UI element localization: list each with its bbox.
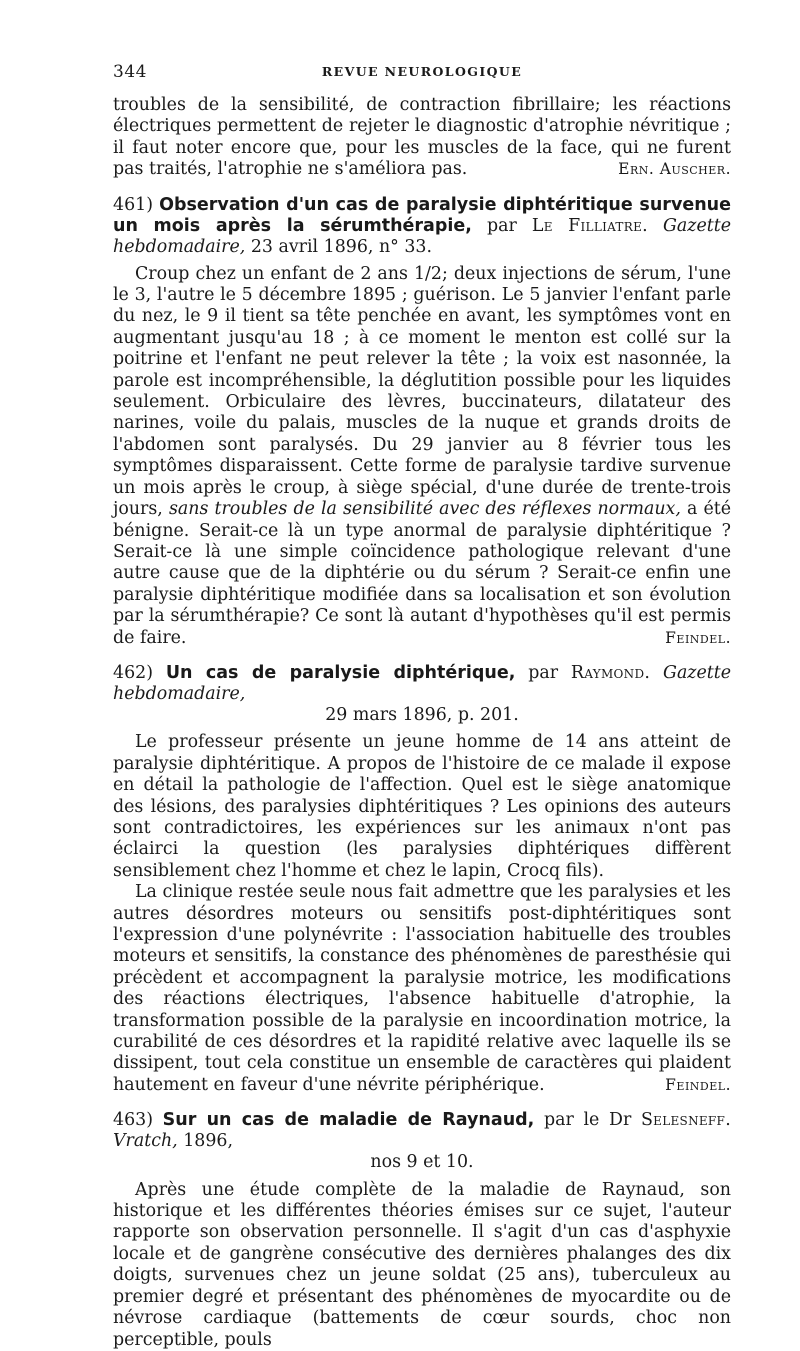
entry-citation: 23 avril 1896, n° 33. bbox=[250, 236, 433, 257]
entry-title: Sur un cas de maladie de Raynaud, bbox=[162, 1110, 535, 1131]
entry-461 bbox=[113, 195, 731, 649]
entry-heading bbox=[113, 663, 731, 705]
entry-title: Un cas de paralysie diphtérique, bbox=[165, 662, 516, 683]
entry-journal: Gazette hebdomadaire, bbox=[113, 215, 732, 257]
entry-by: par bbox=[528, 662, 559, 683]
running-title: REVUE NEUROLOGIQUE bbox=[321, 64, 523, 79]
entry-author: Selesneff. bbox=[640, 1110, 732, 1131]
entry-paragraph-text: La clinique restée seule nous fait admettre que les paralysies et les autres désordres moteurs ou sensitifs post-diphtéritiques sont l'expression d'une polynévrite : l'association habituelle des troubles moteurs et sensitifs, la constance des phénomènes de paresthésie qui précèdent et accompagnent la paralysie motrice, les modifications des réactions électriques, l'absence habituelle d'atrophie, la transformation possible de la paralysie en incoordination motrice, la curabilité de ces désordres et la rapidité relative avec laquelle ils se dissipent, tout cela constitue un ensemble de caractères qui plaident hautement en faveur d'une névrite périphérique. bbox=[113, 882, 731, 1095]
entry-462 bbox=[113, 663, 731, 1096]
entry-paragraph bbox=[113, 882, 731, 1096]
signature: Ern. Auscher. bbox=[618, 160, 731, 179]
continuation-paragraph bbox=[113, 95, 731, 181]
entry-paragraph bbox=[113, 264, 731, 649]
entry-year: 1896, bbox=[183, 1131, 234, 1152]
entry-paragraph: Après une étude complète de la maladie de Raynaud, son historique et les différentes théories émises sur ce sujet, l'auteur rapporte son observation personnelle. Il s'agit d'un cas d'asphyxie locale et de gangrène consécutive des dernières phalanges des dix doigts, survenues chez un jeune soldat (25 ans), tuberculeux au premier degré et présentant des phénomènes de myocardite ou de névrose cardiaque (battements de cœur sourds, choc non perceptible, pouls bbox=[113, 1179, 731, 1350]
entry-heading bbox=[113, 195, 731, 258]
page-number: 344 bbox=[113, 62, 147, 82]
entry-paragraph-text: a été bénigne. Serait-ce là un type anormal de paralysie diphtéritique ? Serait-ce là une simple coïncidence pathologique relevant d'une autre cause que de la diphtérie ou du sérum ? Serait-ce enfin une paralysie diphtéritique modifiée dans sa localisation et son évolution par la sérumthérapie? Ce sont là autant d'hypothèses qu'il est permis de faire. bbox=[113, 499, 732, 648]
entry-463 bbox=[113, 1110, 731, 1351]
entry-heading bbox=[113, 1110, 731, 1152]
entry-paragraph-italic: sans troubles de la sensibilité avec des réflexes normaux, bbox=[168, 499, 681, 520]
entry-by: par le Dr bbox=[544, 1110, 632, 1131]
entry-by: par bbox=[486, 215, 517, 236]
entry-number: 463) bbox=[113, 1110, 153, 1131]
entry-number: 461) bbox=[113, 194, 153, 215]
entry-title: Observation d'un cas de paralysie diphtéritique survenue un mois après la sérumthérapie, bbox=[113, 194, 732, 236]
entry-journal: Vratch, bbox=[113, 1131, 178, 1152]
entry-journal: Gazette hebdomadaire, bbox=[113, 662, 732, 704]
entry-number: 462) bbox=[113, 662, 153, 683]
entry-author: Le Filliatre. bbox=[531, 215, 648, 236]
page-header bbox=[113, 62, 731, 86]
entry-author: Raymond. bbox=[570, 662, 651, 683]
entry-paragraph: Le professeur présente un jeune homme de 14 ans atteint de paralysie diphtéritique. A propos de l'histoire de ce malade il expose en détail la pathologie de l'affection. Quel est le siège anatomique des lésions, des paralysies diphtéritiques ? Les opinions des auteurs sont contradictoires, les expériences sur les animaux n'ont pas éclairci la question (les paralysies diphtériques diffèrent sensiblement chez l'homme et chez le lapin, Crocq fils). bbox=[113, 732, 731, 881]
entry-paragraph-text: Croup chez un enfant de 2 ans 1/2; deux injections de sérum, l'une le 3, l'autre le 5 décembre 1895 ; guérison. Le 5 janvier l'enfant parle du nez, le 9 il tient sa tête penchée en avant, les symptômes vont en augmentant jusqu'au 18 ; à ce moment le menton est collé sur la poitrine et l'enfant ne peut relever la tête ; la voix est nasonnée, la parole est incompréhensible, la déglutition possible pour les liquides seulement. Orbiculaire des lèvres, buccinateurs, dilatateur des narines, voile du palais, muscles de la nuque et grands droits de l'abdomen sont paralysés. Du 29 janvier au 8 février tous les symptômes disparaissent. Cette forme de paralysie tardive survenue un mois après le croup, à siège spécial, d'une durée de trente-trois jours, bbox=[113, 263, 731, 520]
signature: Feindel. bbox=[665, 1075, 731, 1094]
signature: Feindel. bbox=[665, 628, 731, 647]
entry-citation: 29 mars 1896, p. 201. bbox=[325, 704, 519, 725]
entry-citation: nos 9 et 10. bbox=[370, 1152, 474, 1173]
continuation-text: troubles de la sensibilité, de contraction fibrillaire; les réactions électriques permettent de rejeter le diagnostic d'atrophie névritique ; il faut noter encore que, pour les muscles de la face, qui ne furent pas traités, l'atrophie ne s'améliora pas. bbox=[113, 95, 731, 180]
page-body bbox=[113, 95, 731, 1351]
